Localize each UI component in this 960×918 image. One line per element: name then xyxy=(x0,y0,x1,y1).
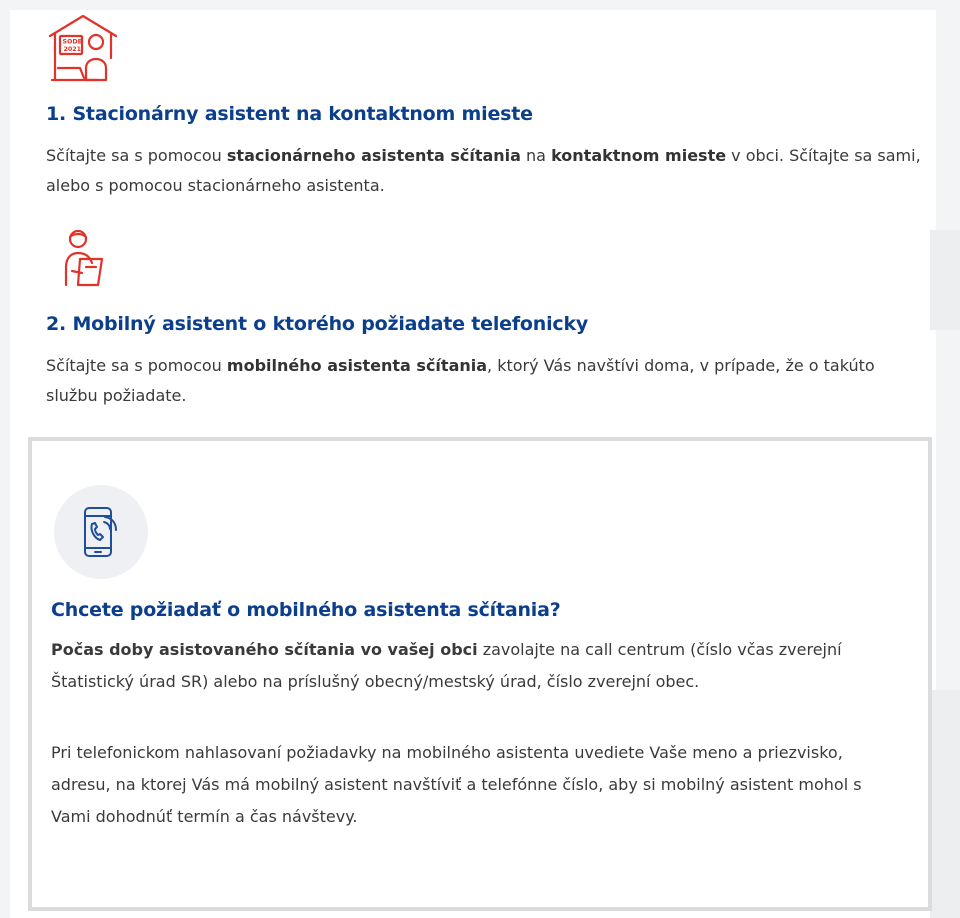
request-text-1: Počas doby asistovaného sčítania vo vašej obci zavolajte na call centrum (číslo včas zverejní Štatistický úrad SR) alebo na príslušný obecný/mestský úrad, číslo zverejní obec. xyxy=(51,640,842,691)
section1-text: Sčítajte sa s pomocou stacionárneho asistenta sčítania na kontaktnom mieste v obci. Sčítajte sa sami, alebo s pomocou stacionárneho asistenta. xyxy=(46,146,921,195)
stationary-assistant-icon xyxy=(46,12,120,86)
phone-icon-circle xyxy=(54,485,148,579)
svg-text:2021: 2021 xyxy=(63,46,82,53)
side-panel-edge-lower xyxy=(930,690,960,918)
request-info-box xyxy=(28,437,932,911)
request-text-2: Pri telefonickom nahlasovaní požiadavky na mobilného asistenta uvediete Vaše meno a priezvisko, adresu, na ktorej Vás má mobilný asistent navštíviť a telefónne číslo, aby si mobilný asistent mohol s Vami dohodnúť termín a čas návštevy. xyxy=(51,743,862,826)
svg-text:SODB: SODB xyxy=(62,38,83,46)
section1-title: 1. Stacionárny asistent na kontaktnom mieste xyxy=(46,103,533,125)
request-title: Chcete požiadať o mobilného asistenta sčítania? xyxy=(51,599,561,621)
mobile-assistant-icon xyxy=(56,227,108,289)
section2-text: Sčítajte sa s pomocou mobilného asistenta sčítania, ktorý Vás navštívi doma, v prípade, že o takúto službu požiadate. xyxy=(46,356,875,405)
phone-call-icon xyxy=(82,504,120,560)
section2-title: 2. Mobilný asistent o ktorého požiadate telefonicky xyxy=(46,313,589,335)
side-panel-edge xyxy=(930,230,960,330)
